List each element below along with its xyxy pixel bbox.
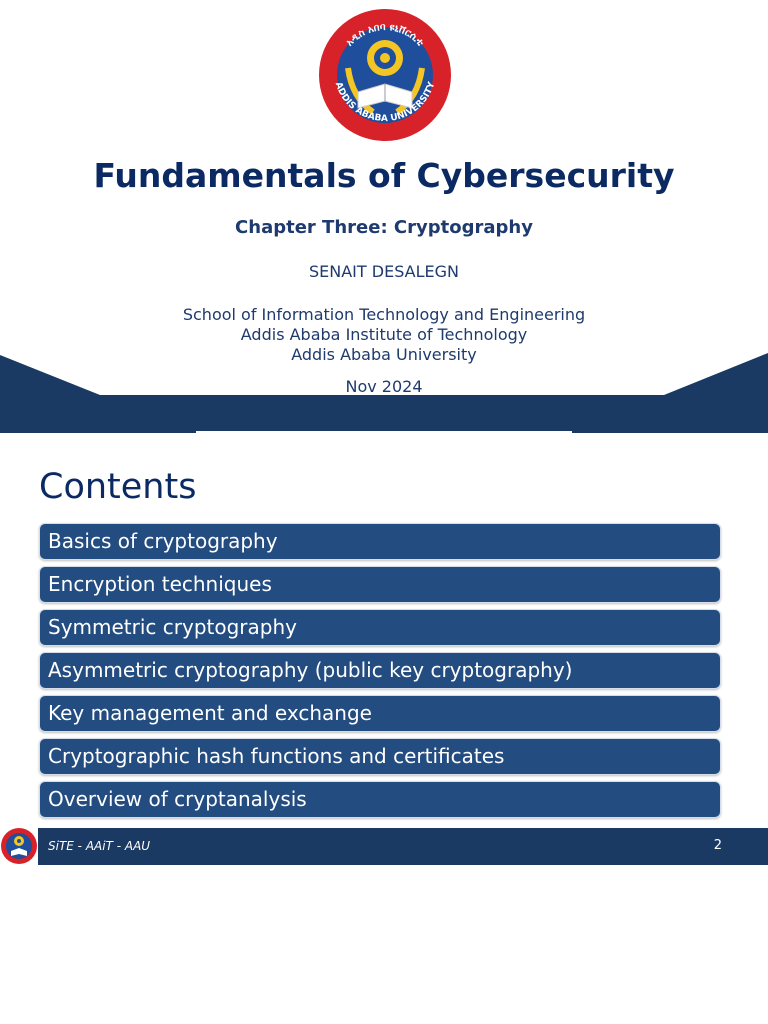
contents-item: Key management and exchange (39, 695, 721, 732)
presentation-date: Nov 2024 (345, 377, 423, 396)
contents-item: Encryption techniques (39, 566, 721, 603)
chapter-subtitle: Chapter Three: Cryptography (235, 217, 533, 238)
contents-item: Symmetric cryptography (39, 609, 721, 646)
affiliation-school: School of Information Technology and Engineering (182, 305, 586, 324)
footer-text: SiTE - AAiT - AAU (48, 839, 151, 853)
contents-item: Overview of cryptanalysis (39, 781, 721, 818)
contents-item: Basics of cryptography (39, 523, 721, 560)
svg-text:ADDIS ABABA UNIVERSITY: ADDIS ABABA UNIVERSITY (332, 80, 438, 125)
page-number: 2 (713, 838, 722, 853)
university-logo (318, 8, 452, 142)
presentation-title: Fundamentals of Cybersecurity (93, 156, 675, 195)
title-slide (0, 0, 768, 433)
contents-heading: Contents (39, 467, 197, 507)
svg-text:አዲስ አበባ ዩኒቨርሲቲ: አዲስ አበባ ዩኒቨርሲቲ (344, 21, 426, 49)
affiliation-university: Addis Ababa University (291, 345, 477, 364)
contents-item: Cryptographic hash functions and certificates (39, 738, 721, 775)
contents-slide (0, 433, 768, 866)
affiliation-institute: Addis Ababa Institute of Technology (240, 325, 528, 344)
slide-footer (38, 828, 768, 865)
university-logo-small (0, 827, 38, 865)
author-name: SENAIT DESALEGN (309, 262, 459, 281)
contents-item: Asymmetric cryptography (public key cryptography) (39, 652, 721, 689)
